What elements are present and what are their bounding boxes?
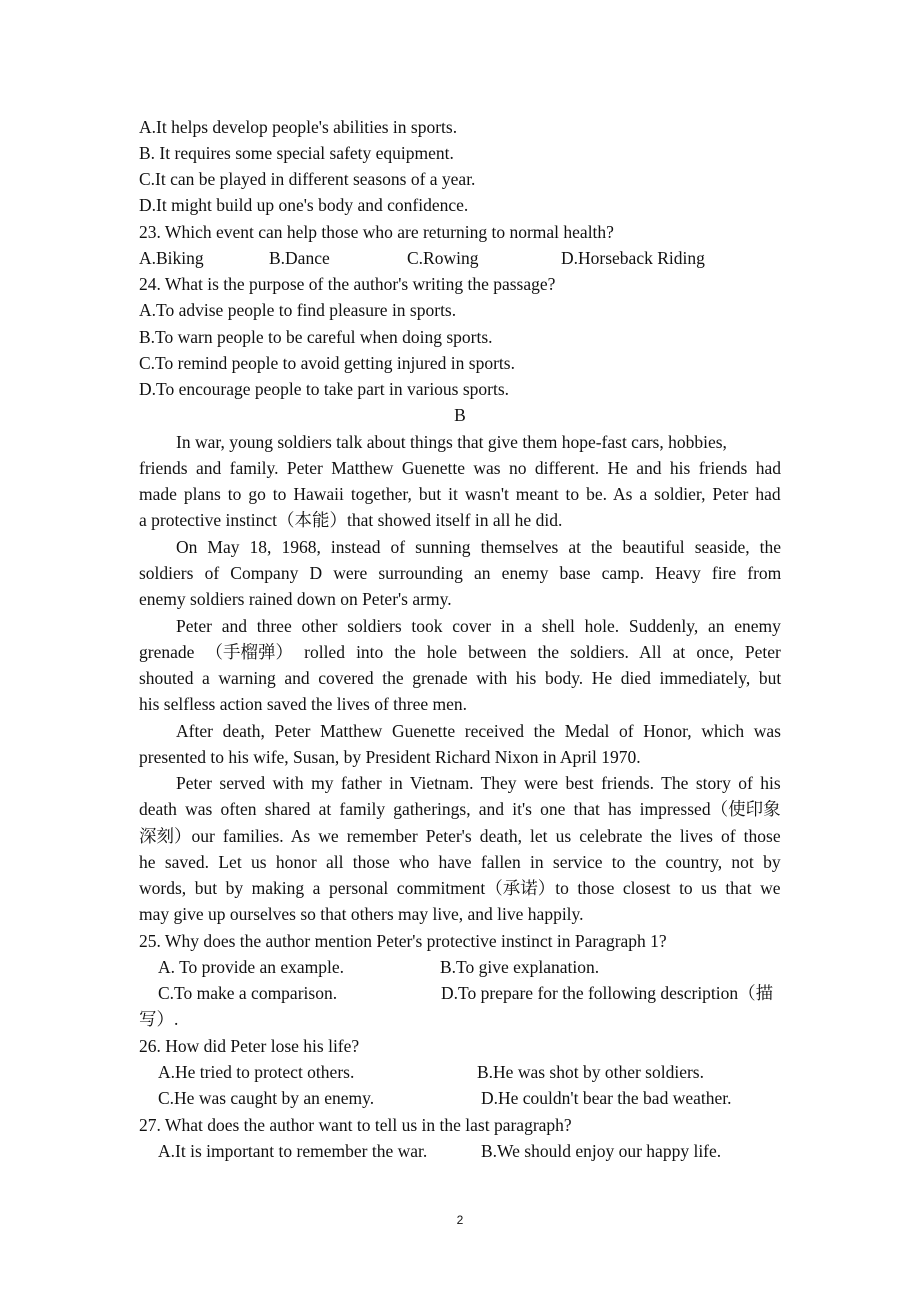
q26-option-d: D.He couldn't bear the bad weather. bbox=[481, 1088, 732, 1108]
q22-option-d: D.It might build up one's body and confidence. bbox=[139, 195, 469, 215]
q25-option-d: D.To prepare for the following description（描 bbox=[441, 983, 774, 1003]
page-number: 2 bbox=[456, 1213, 464, 1227]
q27-question: 27. What does the author want to tell us in the last paragraph? bbox=[139, 1115, 572, 1135]
q24-option-a: A.To advise people to find pleasure in sports. bbox=[139, 300, 457, 320]
q25-option-d-continued: 写）. bbox=[139, 1009, 179, 1029]
q22-option-a: A.It helps develop people's abilities in sports. bbox=[139, 117, 458, 137]
q24-option-c: C.To remind people to avoid getting injured in sports. bbox=[139, 353, 515, 373]
q26-option-a: A.He tried to protect others. bbox=[158, 1062, 355, 1082]
q26-option-c: C.He was caught by an enemy. bbox=[158, 1088, 375, 1108]
q23-option-a: A.Biking bbox=[139, 248, 204, 268]
passage-p3-line1: Peter and three other soldiers took cover in a shell hole. Suddenly, an enemy bbox=[176, 616, 781, 636]
q27-option-b: B.We should enjoy our happy life. bbox=[481, 1141, 722, 1161]
q25-option-b: B.To give explanation. bbox=[440, 957, 600, 977]
q23-option-c: C.Rowing bbox=[407, 248, 479, 268]
passage-p5-line4: he saved. Let us honor all those who have fallen in service to the country, not by bbox=[139, 852, 781, 872]
passage-p3-line4: his selfless action saved the lives of three men. bbox=[139, 694, 468, 714]
passage-p2-line3: enemy soldiers rained down on Peter's army. bbox=[139, 589, 452, 609]
passage-p1-line2: friends and family. Peter Matthew Guenette was no different. He and his friends had bbox=[139, 458, 781, 478]
passage-p1-line3: made plans to go to Hawaii together, but it wasn't meant to be. As a soldier, Peter had bbox=[139, 484, 781, 504]
q24-option-b: B.To warn people to be careful when doing sports. bbox=[139, 327, 493, 347]
q24-question: 24. What is the purpose of the author's writing the passage? bbox=[139, 274, 556, 294]
passage-p5-line6: may give up ourselves so that others may live, and live happily. bbox=[139, 904, 584, 924]
passage-p3-line2: grenade （手榴弹） rolled into the hole between the soldiers. All at once, Peter bbox=[139, 642, 781, 662]
q24-option-d: D.To encourage people to take part in various sports. bbox=[139, 379, 510, 399]
passage-p1-line1: In war, young soldiers talk about things that give them hope-fast cars, hobbies, bbox=[176, 432, 727, 452]
passage-p5-line1: Peter served with my father in Vietnam. They were best friends. The story of his bbox=[176, 773, 781, 793]
passage-p3-line3: shouted a warning and covered the grenade with his body. He died immediately, but bbox=[139, 668, 782, 688]
section-heading-b: B bbox=[454, 405, 466, 425]
q22-option-c: C.It can be played in different seasons of a year. bbox=[139, 169, 476, 189]
q25-option-a: A. To provide an example. bbox=[158, 957, 345, 977]
q26-question: 26. How did Peter lose his life? bbox=[139, 1036, 360, 1056]
q25-question: 25. Why does the author mention Peter's protective instinct in Paragraph 1? bbox=[139, 931, 667, 951]
passage-p4-line2: presented to his wife, Susan, by President Richard Nixon in April 1970. bbox=[139, 747, 641, 767]
passage-p2-line1: On May 18, 1968, instead of sunning themselves at the beautiful seaside, the bbox=[176, 537, 782, 557]
q27-option-a: A.It is important to remember the war. bbox=[158, 1141, 428, 1161]
passage-p2-line2: soldiers of Company D were surrounding an enemy base camp. Heavy fire from bbox=[139, 563, 782, 583]
q26-option-b: B.He was shot by other soldiers. bbox=[477, 1062, 704, 1082]
q23-option-b: B.Dance bbox=[269, 248, 330, 268]
passage-p1-line4: a protective instinct（本能）that showed itself in all he did. bbox=[139, 510, 563, 530]
passage-p4-line1: After death, Peter Matthew Guenette received the Medal of Honor, which was bbox=[176, 721, 781, 741]
q23-question: 23. Which event can help those who are returning to normal health? bbox=[139, 222, 614, 242]
passage-p5-line2: death was often shared at family gatherings, and it's one that has impressed（使印象 bbox=[139, 799, 781, 819]
passage-p5-line5: words, but by making a personal commitment（承诺）to those closest to us that we bbox=[139, 878, 781, 898]
q25-option-c: C.To make a comparison. bbox=[158, 983, 338, 1003]
q23-option-d: D.Horseback Riding bbox=[561, 248, 705, 268]
passage-p5-line3: 深刻）our families. As we remember Peter's death, let us celebrate the lives of those bbox=[139, 826, 781, 846]
q22-option-b: B. It requires some special safety equipment. bbox=[139, 143, 454, 163]
